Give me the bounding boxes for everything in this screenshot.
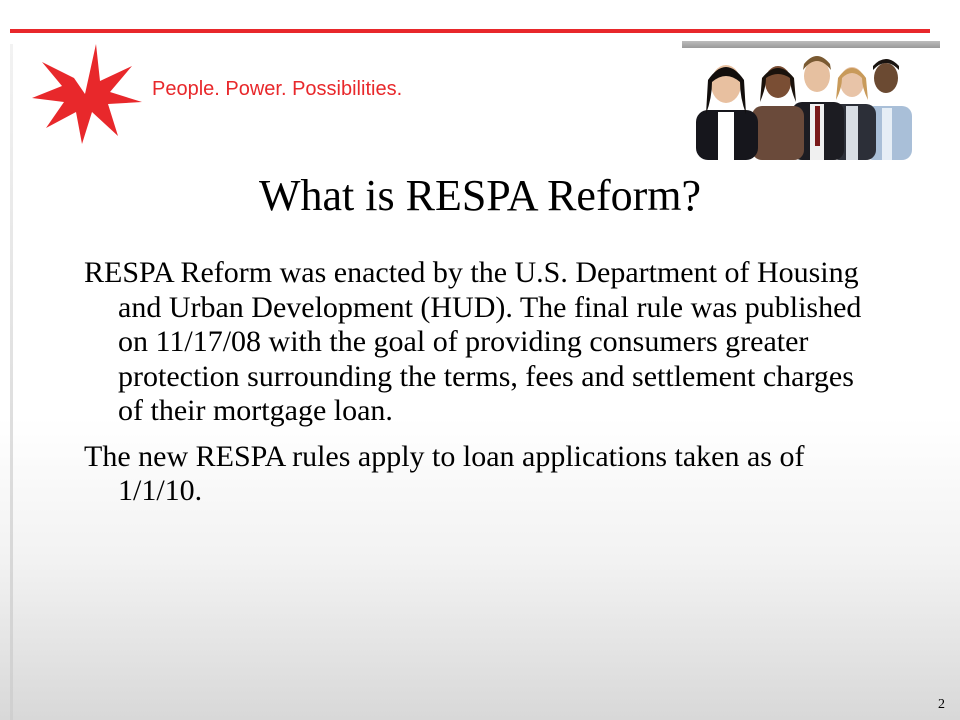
body-paragraph-2: The new RESPA rules apply to loan applications taken as of 1/1/10.	[84, 439, 805, 507]
top-red-rule	[10, 29, 930, 33]
person-1	[696, 65, 758, 160]
starburst-logo-icon	[28, 44, 142, 144]
tagline: People. Power. Possibilities.	[152, 78, 403, 100]
person-2	[752, 66, 804, 160]
top-gray-rule	[682, 41, 940, 48]
slide-body	[84, 256, 884, 520]
people-photo	[696, 48, 912, 160]
page-number: 2	[938, 697, 945, 712]
slide-title: What is RESPA Reform?	[258, 171, 702, 220]
left-gray-rule	[10, 44, 13, 720]
body-paragraph-1: RESPA Reform was enacted by the U.S. Department of Housing and Urban Development (HUD). The final rule was published on 11/17/08 with the goal of providing consumers greater protection surrounding the terms, fees and settlement charges of their mortgage loan.	[84, 256, 862, 427]
